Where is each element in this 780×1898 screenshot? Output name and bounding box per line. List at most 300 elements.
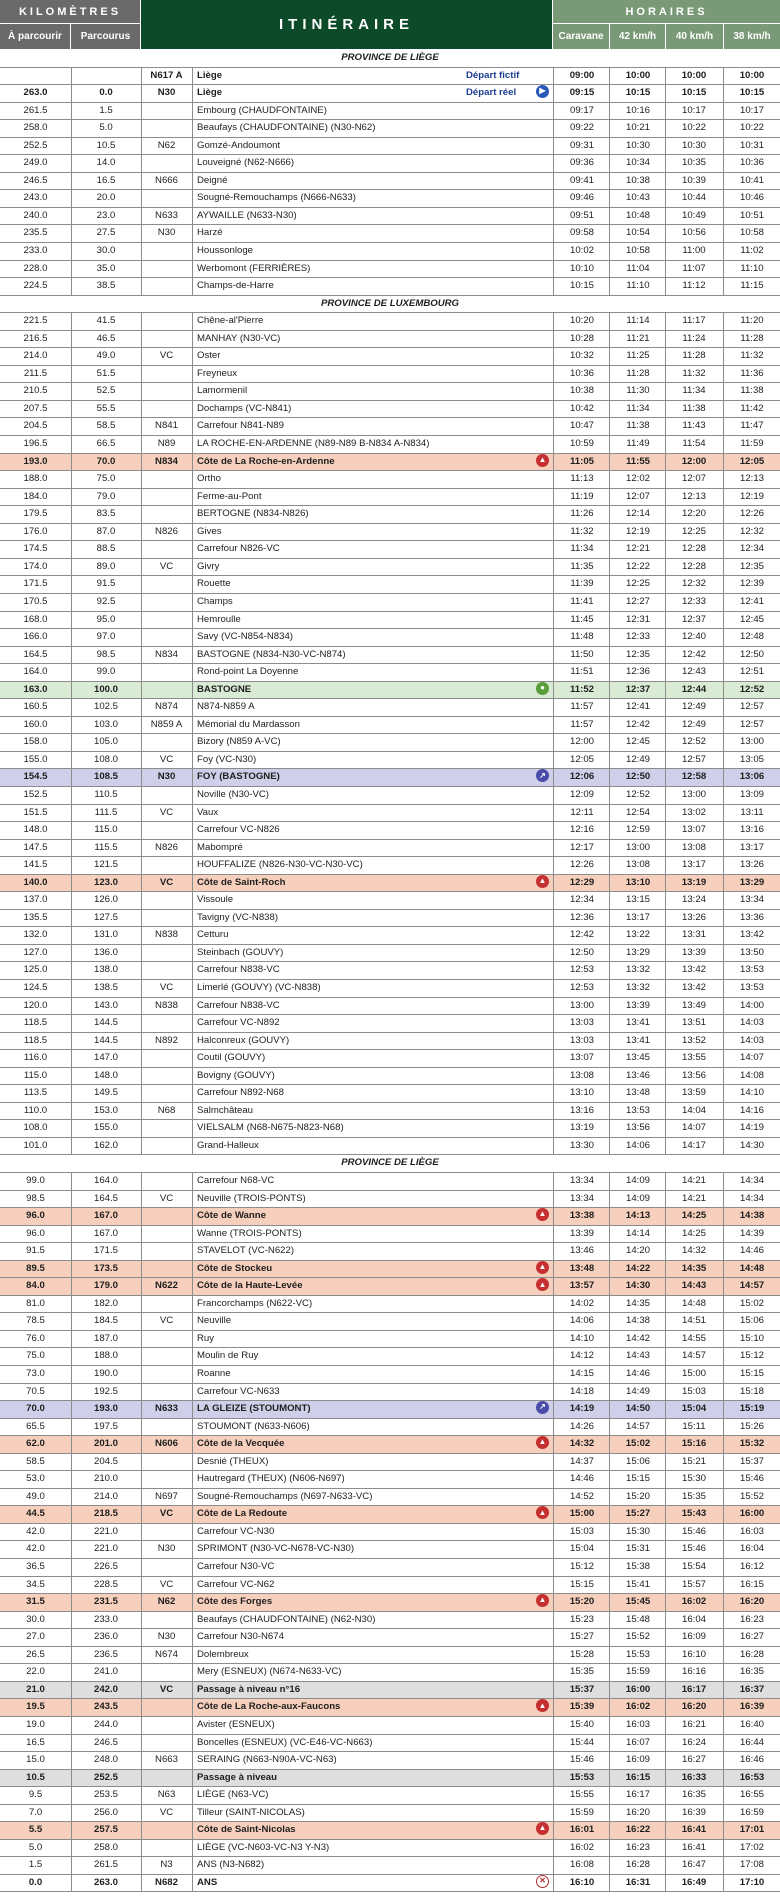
km-covered-cell: 241.0: [93, 1666, 118, 1678]
time-cell: 10:00: [739, 69, 765, 81]
column-divider: [71, 1384, 72, 1401]
km-remaining-cell: 132.0: [23, 929, 48, 941]
time-cell: 12:41: [739, 595, 764, 607]
column-divider: [553, 68, 554, 85]
time-cell: 16:15: [739, 1578, 764, 1590]
place-cell: STAVELOT (VC-N622): [197, 1245, 295, 1257]
column-divider: [723, 1805, 724, 1822]
time-cell: 11:14: [626, 315, 650, 327]
column-divider: [141, 1454, 142, 1471]
time-cell: 15:46: [681, 1543, 706, 1555]
time-cell: 11:48: [570, 631, 594, 643]
column-divider: [723, 1612, 724, 1629]
column-divider: [723, 962, 724, 979]
road-cell: N89: [157, 438, 176, 450]
km-remaining-cell: 127.0: [23, 946, 48, 958]
table-row: [0, 1261, 780, 1279]
table-row: [0, 998, 780, 1016]
time-cell: 12:25: [625, 578, 650, 590]
column-divider: [665, 208, 666, 225]
column-divider: [723, 647, 724, 664]
column-divider: [192, 1805, 193, 1822]
column-divider: [141, 1524, 142, 1541]
column-divider: [192, 699, 193, 716]
road-cell: VC: [159, 1315, 174, 1327]
time-cell: 16:22: [625, 1824, 651, 1836]
km-covered-cell: 97.0: [96, 631, 116, 643]
time-cell: 15:10: [739, 1332, 764, 1344]
column-divider: [71, 261, 72, 278]
km-covered-cell: 136.0: [93, 946, 118, 958]
column-divider: [665, 1822, 666, 1839]
road-cell: N30: [157, 227, 176, 239]
time-cell: 14:03: [739, 1017, 764, 1029]
column-divider: [665, 278, 666, 295]
time-cell: 11:13: [570, 473, 594, 485]
km-covered-cell: 88.5: [96, 543, 116, 555]
column-divider: [141, 1752, 142, 1769]
column-divider: [665, 225, 666, 242]
column-divider: [553, 261, 554, 278]
column-divider: [141, 1647, 142, 1664]
column-divider: [71, 225, 72, 242]
column-divider: [723, 138, 724, 155]
column-divider: [609, 225, 610, 242]
column-divider: [723, 1735, 724, 1752]
km-remaining-cell: 101.0: [23, 1139, 48, 1151]
column-divider: [141, 717, 142, 734]
km-covered-cell: 83.5: [96, 508, 116, 520]
column-divider: [71, 1594, 72, 1611]
column-divider: [192, 1436, 193, 1453]
speed-40-header: 40 km/h: [666, 24, 723, 49]
place-cell: Mabompré: [197, 841, 243, 853]
table-row: [0, 1436, 780, 1454]
time-cell: 12:37: [625, 683, 651, 695]
km-covered-cell: 248.0: [93, 1754, 118, 1766]
column-divider: [71, 1173, 72, 1190]
table-row: [0, 68, 780, 86]
table-row: [0, 120, 780, 138]
column-divider: [141, 734, 142, 751]
column-divider: [609, 769, 610, 786]
time-cell: 14:15: [569, 1368, 594, 1380]
table-row: [0, 822, 780, 840]
column-divider: [553, 1770, 554, 1787]
place-cell: VIELSALM (N68-N675-N823-N68): [197, 1122, 344, 1134]
km-remaining-cell: 118.5: [23, 1034, 48, 1046]
time-cell: 12:00: [569, 736, 594, 748]
column-divider: [665, 910, 666, 927]
column-divider: [665, 190, 666, 207]
time-cell: 13:11: [740, 806, 764, 818]
table-row: [0, 682, 780, 700]
column-divider: [665, 1313, 666, 1330]
km-covered-cell: 5.0: [99, 122, 113, 134]
column-divider: [609, 945, 610, 962]
time-cell: 11:41: [570, 595, 594, 607]
column-divider: [192, 278, 193, 295]
column-divider: [141, 1699, 142, 1716]
column-divider: [723, 1664, 724, 1681]
table-row: [0, 1857, 780, 1875]
time-cell: 15:27: [625, 1508, 651, 1520]
column-divider: [553, 454, 554, 471]
road-cell: VC: [159, 1683, 174, 1695]
speed-38-header: 38 km/h: [724, 24, 780, 49]
table-row: [0, 1138, 780, 1156]
time-cell: 13:45: [625, 1052, 650, 1064]
place-cell: Lamormenil: [197, 385, 248, 397]
column-divider: [192, 910, 193, 927]
column-divider: [192, 612, 193, 629]
column-divider: [192, 734, 193, 751]
column-divider: [71, 120, 72, 137]
table-row: [0, 1401, 780, 1419]
time-cell: 10:38: [625, 174, 650, 186]
road-cell: N62: [157, 1596, 176, 1608]
column-divider: [71, 1296, 72, 1313]
time-cell: 12:05: [739, 455, 765, 467]
road-cell: N622: [155, 1280, 178, 1292]
column-divider: [723, 331, 724, 348]
time-cell: 10:20: [569, 315, 594, 327]
table-row: [0, 576, 780, 594]
km-remaining-cell: 243.0: [23, 192, 48, 204]
table-row: [0, 1278, 780, 1296]
time-cell: 13:34: [569, 1175, 594, 1186]
time-cell: 09:51: [569, 209, 594, 221]
column-divider: [723, 1489, 724, 1506]
column-divider: [665, 980, 666, 997]
column-divider: [71, 208, 72, 225]
climb-icon: ▲: [536, 875, 549, 888]
table-row: [0, 243, 780, 261]
column-divider: [71, 155, 72, 172]
column-divider: [553, 1612, 554, 1629]
time-cell: 13:32: [625, 981, 650, 993]
column-divider: [609, 331, 610, 348]
column-divider: [192, 1506, 193, 1523]
km-covered-cell: 231.5: [93, 1596, 118, 1608]
km-covered-cell: 179.0: [93, 1280, 118, 1292]
column-divider: [665, 717, 666, 734]
time-cell: 15:53: [625, 1648, 650, 1660]
km-covered-cell: 14.0: [96, 157, 116, 169]
time-cell: 11:19: [570, 490, 594, 502]
column-divider: [665, 418, 666, 435]
column-divider: [665, 1682, 666, 1699]
time-cell: 13:19: [681, 876, 707, 888]
time-cell: 14:07: [739, 1052, 764, 1064]
column-divider: [141, 664, 142, 681]
column-divider: [192, 1138, 193, 1155]
table-row: [0, 85, 780, 103]
km-remaining-cell: 135.5: [23, 911, 48, 923]
column-divider: [141, 1366, 142, 1383]
time-cell: 12:29: [569, 876, 595, 888]
time-cell: 12:45: [625, 736, 650, 748]
km-remaining-cell: 249.0: [23, 157, 48, 169]
column-divider: [192, 927, 193, 944]
km-covered-cell: 0.0: [99, 87, 113, 99]
column-divider: [609, 366, 610, 383]
time-cell: 14:12: [569, 1350, 594, 1362]
column-divider: [665, 313, 666, 330]
time-cell: 12:34: [739, 543, 764, 555]
column-divider: [71, 1752, 72, 1769]
km-covered-cell: 173.5: [93, 1262, 118, 1274]
time-cell: 15:30: [681, 1473, 706, 1485]
column-divider: [141, 1331, 142, 1348]
time-cell: 12:19: [625, 525, 650, 537]
column-divider: [192, 1243, 193, 1260]
km-covered-cell: 38.5: [96, 280, 116, 292]
km-covered-cell: 58.5: [96, 420, 116, 432]
column-divider: [665, 1699, 666, 1716]
column-divider: [553, 471, 554, 488]
km-remaining-cell: 174.0: [23, 560, 48, 572]
column-divider: [665, 1103, 666, 1120]
column-divider: [192, 1085, 193, 1102]
km-remaining-cell: 99.0: [26, 1175, 45, 1186]
time-cell: 13:17: [681, 859, 706, 871]
column-divider: [553, 1313, 554, 1330]
place-cell: Beaufays (CHAUDFONTAINE) (N62-N30): [197, 1613, 376, 1625]
time-cell: 16:02: [681, 1596, 707, 1608]
column-divider: [665, 173, 666, 190]
time-cell: 11:10: [740, 262, 764, 274]
column-divider: [609, 348, 610, 365]
column-divider: [192, 471, 193, 488]
column-divider: [553, 401, 554, 418]
km-remaining-cell: 44.5: [26, 1508, 45, 1520]
province-label: PROVINCE DE LIÈGE: [341, 1157, 439, 1169]
column-divider: [553, 1085, 554, 1102]
climb-icon: ▲: [536, 454, 549, 467]
place-cell: Liège: [197, 69, 223, 81]
column-divider: [141, 875, 142, 892]
column-divider: [723, 243, 724, 260]
column-divider: [665, 576, 666, 593]
column-divider: [553, 1471, 554, 1488]
column-divider: [665, 1506, 666, 1523]
road-cell: N682: [155, 1876, 178, 1888]
time-cell: 14:07: [681, 1122, 706, 1134]
column-divider: [609, 1752, 610, 1769]
column-divider: [71, 629, 72, 646]
column-divider: [665, 68, 666, 85]
km-remaining-cell: 252.5: [23, 139, 48, 151]
column-divider: [723, 1840, 724, 1857]
km-remaining-cell: 140.0: [23, 876, 48, 888]
place-cell: Ortho: [197, 473, 221, 485]
column-divider: [71, 243, 72, 260]
column-divider: [192, 1612, 193, 1629]
column-divider: [71, 1313, 72, 1330]
road-cell: N62: [157, 139, 176, 151]
climb-icon: ▲: [536, 1699, 549, 1712]
place-cell: Rond-point La Doyenne: [197, 666, 299, 678]
time-cell: 12:00: [681, 455, 707, 467]
km-remaining-cell: 70.0: [26, 1403, 45, 1415]
column-divider: [71, 962, 72, 979]
time-cell: 15:57: [681, 1578, 706, 1590]
column-divider: [141, 155, 142, 172]
column-divider: [609, 1348, 610, 1365]
km-remaining-cell: 155.0: [23, 753, 48, 765]
place-cell: Coutil (GOUVY): [197, 1052, 266, 1064]
place-cell: BASTOGNE: [197, 683, 252, 695]
road-cell: N663: [155, 1754, 178, 1766]
table-row: [0, 769, 780, 787]
column-divider: [553, 1436, 554, 1453]
column-divider: [553, 1805, 554, 1822]
column-divider: [141, 787, 142, 804]
column-divider: [192, 857, 193, 874]
column-divider: [553, 1524, 554, 1541]
column-divider: [71, 1191, 72, 1208]
column-divider: [71, 1822, 72, 1839]
column-divider: [192, 717, 193, 734]
time-cell: 11:21: [626, 332, 650, 344]
column-divider: [192, 418, 193, 435]
column-divider: [141, 1682, 142, 1699]
column-divider: [665, 243, 666, 260]
column-divider: [141, 1208, 142, 1225]
column-divider: [71, 366, 72, 383]
time-cell: 11:07: [682, 262, 706, 274]
km-remaining-cell: 1.5: [28, 1859, 43, 1871]
column-divider: [192, 559, 193, 576]
time-cell: 13:56: [681, 1069, 706, 1081]
column-divider: [609, 208, 610, 225]
km-covered-cell: 100.0: [93, 683, 118, 695]
column-divider: [665, 348, 666, 365]
column-divider: [553, 1348, 554, 1365]
column-divider: [609, 664, 610, 681]
column-divider: [665, 541, 666, 558]
column-divider: [665, 1419, 666, 1436]
column-divider: [609, 155, 610, 172]
column-divider: [553, 1120, 554, 1137]
column-divider: [609, 1366, 610, 1383]
time-cell: 13:31: [681, 929, 706, 941]
km-remaining-cell: 34.5: [26, 1578, 45, 1590]
column-divider: [553, 1366, 554, 1383]
road-cell: VC: [159, 1806, 174, 1818]
column-divider: [141, 594, 142, 611]
column-divider: [192, 401, 193, 418]
time-cell: 12:44: [681, 683, 707, 695]
column-divider: [141, 1506, 142, 1523]
km-covered-cell: 105.0: [93, 736, 118, 748]
column-divider: [609, 1840, 610, 1857]
time-cell: 14:50: [625, 1403, 651, 1415]
time-cell: 12:09: [569, 788, 594, 800]
table-row: [0, 1103, 780, 1121]
road-cell: N633: [155, 1403, 178, 1415]
column-divider: [141, 1612, 142, 1629]
road-cell: N617 A: [150, 69, 183, 81]
km-remaining-cell: 240.0: [23, 209, 48, 221]
column-divider: [723, 1173, 724, 1190]
place-cell: Tilleur (SAINT-NICOLAS): [197, 1806, 305, 1818]
time-cell: 12:25: [681, 525, 706, 537]
column-divider: [665, 945, 666, 962]
column-divider: [192, 1348, 193, 1365]
column-divider: [71, 647, 72, 664]
time-cell: 10:15: [681, 87, 707, 99]
km-remaining-cell: 75.0: [26, 1350, 45, 1362]
column-divider: [141, 524, 142, 541]
column-divider: [665, 1331, 666, 1348]
time-cell: 12:20: [681, 508, 706, 520]
time-cell: 14:52: [569, 1490, 594, 1502]
table-row: [0, 559, 780, 577]
column-divider: [609, 1050, 610, 1067]
km-remaining-cell: 9.5: [28, 1789, 43, 1801]
column-divider: [609, 822, 610, 839]
time-cell: 16:02: [625, 1701, 651, 1713]
column-divider: [71, 699, 72, 716]
table-row: [0, 1612, 780, 1630]
time-cell: 14:35: [681, 1262, 707, 1274]
column-divider: [553, 892, 554, 909]
time-cell: 13:39: [625, 999, 650, 1011]
time-cell: 12:53: [569, 964, 594, 976]
time-cell: 10:31: [739, 139, 764, 151]
time-cell: 12:42: [625, 718, 650, 730]
column-divider: [192, 1226, 193, 1243]
column-divider: [723, 383, 724, 400]
column-divider: [141, 1857, 142, 1874]
km-remaining-cell: 30.0: [26, 1613, 45, 1625]
time-cell: 10:44: [681, 192, 706, 204]
time-cell: 14:17: [681, 1139, 706, 1151]
km-covered-cell: 92.5: [96, 595, 116, 607]
time-cell: 12:49: [625, 753, 650, 765]
column-divider: [665, 261, 666, 278]
time-cell: 12:49: [681, 701, 706, 713]
column-divider: [141, 1489, 142, 1506]
time-cell: 12:50: [625, 771, 651, 783]
column-divider: [553, 524, 554, 541]
column-divider: [553, 1208, 554, 1225]
road-cell: N838: [155, 929, 178, 941]
road-cell: VC: [159, 350, 174, 362]
column-divider: [192, 647, 193, 664]
place-cell: Beaufays (CHAUDFONTAINE) (N30-N62): [197, 122, 376, 134]
time-cell: 12:41: [625, 701, 650, 713]
column-divider: [609, 1138, 610, 1155]
horaires-header: HORAIRES: [553, 0, 780, 23]
time-cell: 15:02: [739, 1297, 764, 1309]
time-cell: 12:02: [625, 473, 650, 485]
table-row: [0, 1313, 780, 1331]
climb-icon: ▲: [536, 1594, 549, 1607]
column-divider: [192, 331, 193, 348]
column-divider: [192, 138, 193, 155]
place-cell: Liège: [197, 87, 223, 99]
column-divider: [71, 1085, 72, 1102]
column-divider: [723, 1541, 724, 1558]
column-divider: [141, 506, 142, 523]
column-divider: [609, 1261, 610, 1278]
column-divider: [192, 1699, 193, 1716]
time-cell: 13:53: [739, 981, 764, 993]
time-cell: 13:07: [681, 824, 706, 836]
